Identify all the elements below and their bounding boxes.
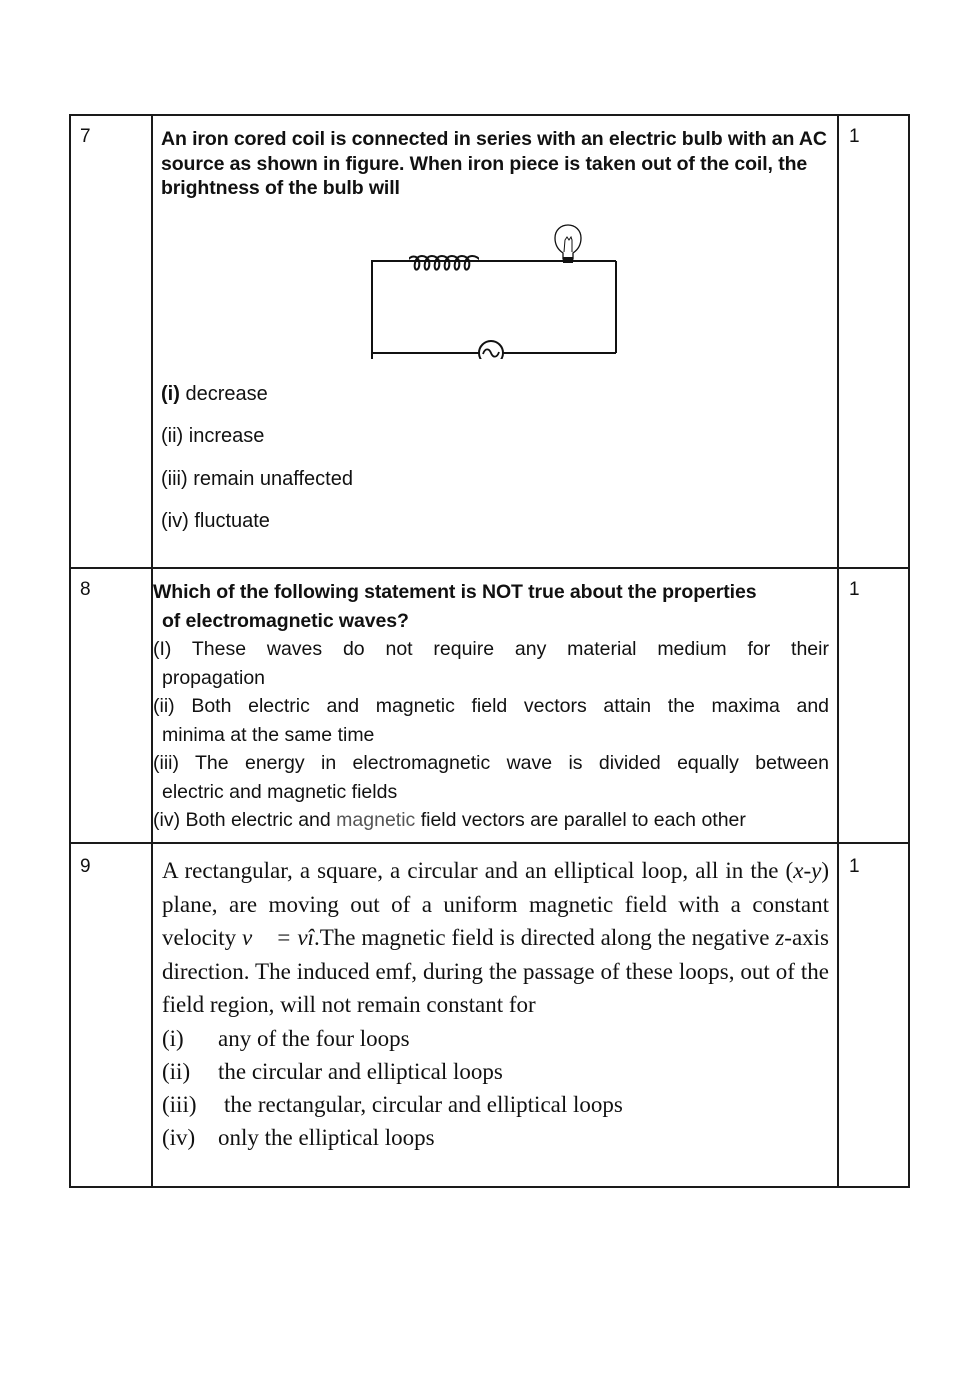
question-number: 7 [71,116,153,567]
option-iii: (iii) The energy in electromagnetic wave is divided equally between electric and magnetic fields [153,752,829,803]
question-number: 8 [71,569,153,842]
option-ii: (ii) the circular and elliptical loops [162,1058,503,1084]
question-table [69,114,910,1188]
circuit-diagram [371,219,631,359]
option-i: (i) decrease [161,382,268,405]
question-content [153,844,839,1186]
options-list [162,1022,829,1154]
option-iv: (iv) only the elliptical loops [162,1124,435,1150]
marks: 1 [849,126,860,147]
question-row-8 [71,567,908,842]
question-row-7 [71,116,908,567]
marks: 1 [849,579,860,600]
question-content [153,569,839,842]
velocity-vector: v⃗ = vî [241,925,314,950]
ac-source-icon [479,341,503,359]
bulb-icon [555,225,581,263]
question-number: 9 [71,844,153,1186]
question-text: A rectangular, a square, a circular and an elliptical loop, all in the (x-y) plane, are moving out of a uniform magnetic field with a constant velocity v⃗ = vî.The magnetic field is directed along the negative z-axis direction. The induced emf, during the passage of these loops, out of the field region, will not remain constant for [162,858,830,1017]
option-i: (I) These waves do not require any material medium for their propagation [153,638,829,689]
question-content [153,116,839,567]
option-iv: (iv) Both electric and magnetic field vectors are parallel to each other [153,809,746,831]
marks: 1 [849,856,860,877]
inductor-coil-icon [407,256,481,270]
option-iii: (iii) the rectangular, circular and elliptical loops [162,1091,623,1117]
option-ii: (ii) increase [161,425,265,447]
option-iii: (iii) remain unaffected [161,467,353,490]
question-text: Which of the following statement is NOT true about the properties of electromagnetic waves? [153,581,757,632]
option-iv: (iv) fluctuate [161,510,270,532]
option-i: (i) any of the four loops [162,1025,410,1051]
question-text: An iron cored coil is connected in series with an electric bulb with an AC source as shown in figure. When iron piece is taken out of the coil, the brightness of the bulb will [161,128,827,199]
options-list [161,373,829,543]
question-row-9 [71,842,908,1186]
option-ii: (ii) Both electric and magnetic field vectors attain the maxima and minima at the same time [153,695,830,746]
